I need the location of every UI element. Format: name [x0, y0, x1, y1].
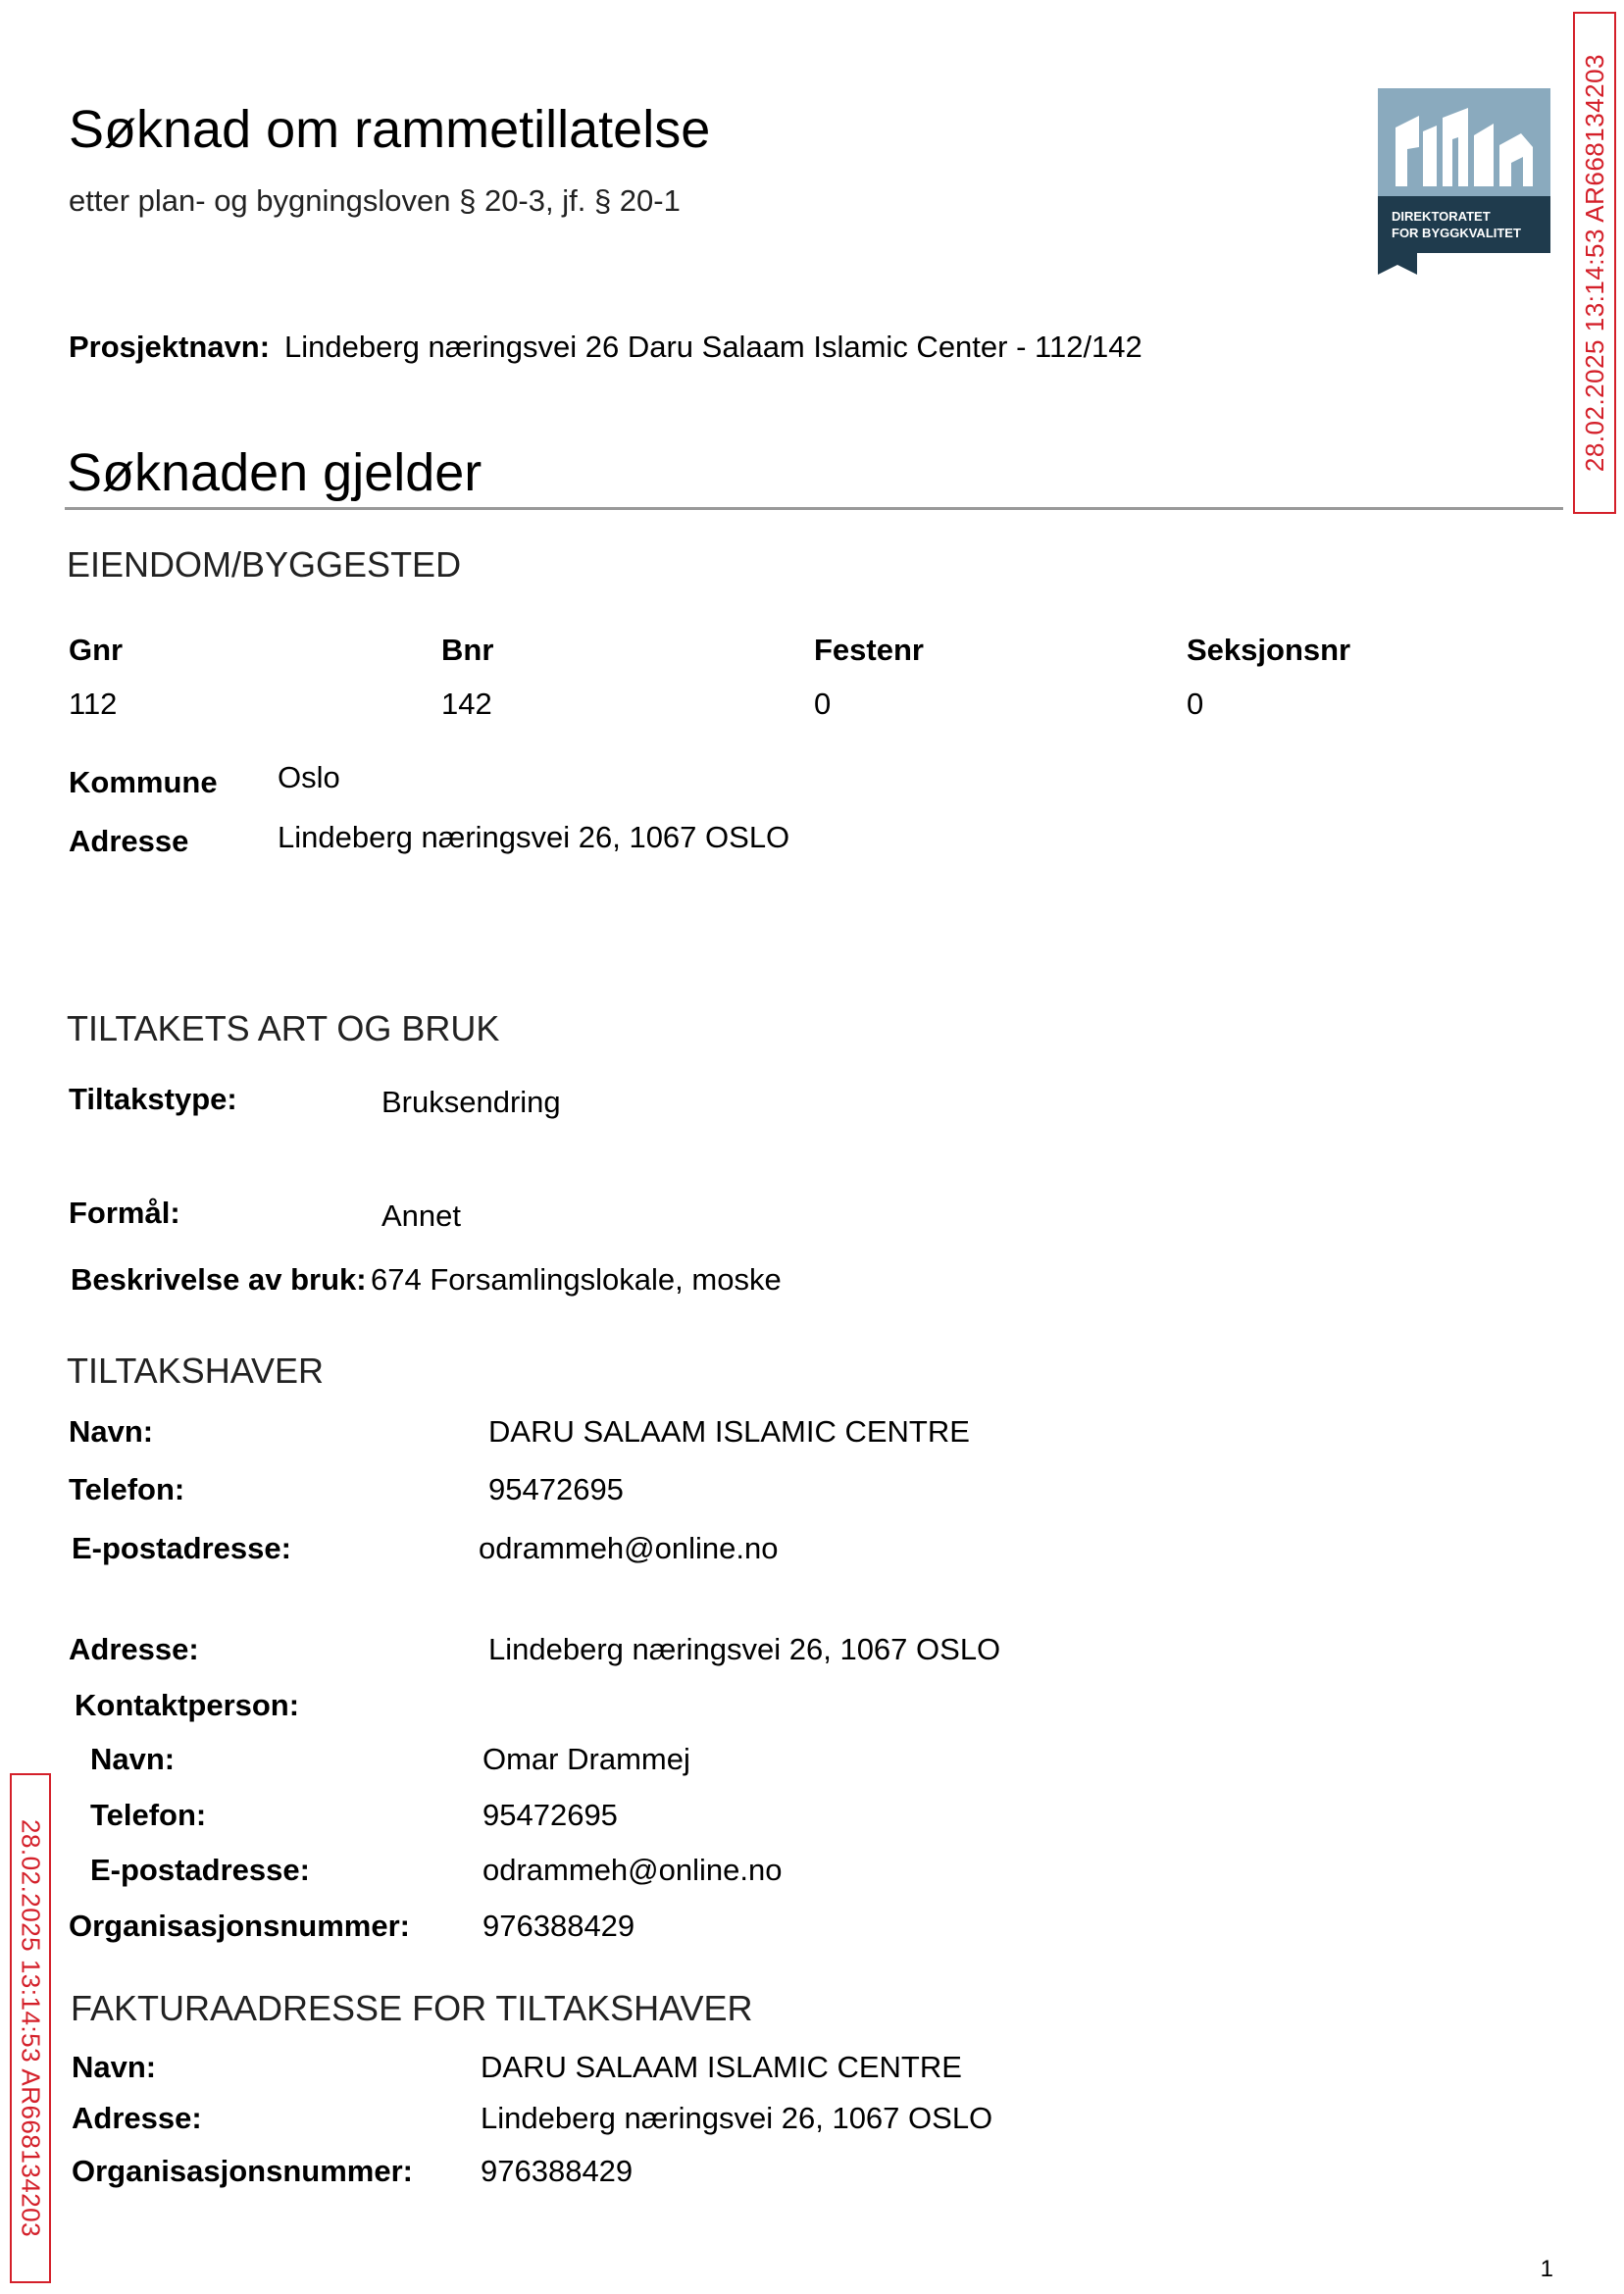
kontakt-telefon-label: Telefon: [90, 1798, 207, 1832]
adresse-value: Lindeberg næringsvei 26, 1067 OSLO [278, 820, 790, 854]
project-label: Prosjektnavn: [69, 330, 271, 364]
page-number: 1 [1540, 2256, 1553, 2282]
faktura-orgnr-value: 976388429 [481, 2154, 634, 2188]
document-title: Søknad om rammetillatelse [69, 100, 711, 159]
formal-value: Annet [381, 1198, 462, 1233]
faktura-orgnr-label: Organisasjonsnummer: [72, 2154, 413, 2188]
seksjonsnr-label: Seksjonsnr [1187, 633, 1351, 667]
heading-divider [65, 507, 1563, 510]
festenr-value: 0 [814, 687, 832, 721]
date-stamp-side [10, 1773, 51, 2283]
main-heading: Søknaden gjelder [67, 443, 482, 502]
tiltakshaver-adresse-label: Adresse: [69, 1632, 199, 1666]
tiltakstype-value: Bruksendring [381, 1085, 561, 1119]
tiltakshaver-heading: TILTAKSHAVER [67, 1351, 325, 1391]
tiltakshaver-orgnr-label: Organisasjonsnummer: [69, 1909, 410, 1943]
formal-label: Formål: [69, 1196, 180, 1230]
tiltakshaver-adresse-value: Lindeberg næringsvei 26, 1067 OSLO [488, 1632, 1001, 1666]
gnr-value: 112 [69, 687, 118, 721]
date-stamp-top-text: 28.02.2025 13:14:53 AR668134203 [1579, 53, 1609, 473]
tiltakshaver-navn-value: DARU SALAAM ISLAMIC CENTRE [488, 1414, 970, 1449]
gnr-label: Gnr [69, 633, 124, 667]
tiltakshaver-epost-value: odrammeh@online.no [479, 1531, 779, 1565]
bruk-value: 674 Forsamlingslokale, moske [371, 1262, 782, 1297]
kontakt-navn-value: Omar Drammej [482, 1742, 690, 1776]
seksjonsnr-value: 0 [1187, 687, 1204, 721]
date-stamp-side-text: 28.02.2025 13:14:53 AR668134203 [16, 1818, 46, 2238]
kontakt-epost-label: E-postadresse: [90, 1853, 310, 1887]
festenr-label: Festenr [814, 633, 924, 667]
kontakt-navn-label: Navn: [90, 1742, 176, 1776]
kontaktperson-label: Kontaktperson: [75, 1688, 300, 1722]
dibk-logo-graphic [1378, 88, 1550, 275]
faktura-adresse-label: Adresse: [72, 2101, 202, 2135]
tiltak-heading: TILTAKETS ART OG BRUK [67, 1008, 500, 1048]
bnr-value: 142 [441, 687, 492, 721]
bnr-label: Bnr [441, 633, 494, 667]
document-subtitle: etter plan- og bygningsloven § 20-3, jf. § 20-1 [69, 183, 681, 218]
faktura-heading: FAKTURAADRESSE FOR TILTAKSHAVER [71, 1988, 753, 2028]
tiltakstype-label: Tiltakstype: [69, 1082, 237, 1116]
adresse-label: Adresse [69, 824, 189, 858]
kommune-label: Kommune [69, 765, 218, 799]
tiltakshaver-epost-label: E-postadresse: [72, 1531, 291, 1565]
tiltakshaver-telefon-label: Telefon: [69, 1472, 185, 1506]
faktura-adresse-value: Lindeberg næringsvei 26, 1067 OSLO [481, 2101, 993, 2135]
dibk-logo [1378, 88, 1550, 275]
tiltakshaver-orgnr-value: 976388429 [482, 1909, 635, 1943]
project-value: Lindeberg næringsvei 26 Daru Salaam Islamic Center - 112/142 [284, 330, 1142, 364]
kontakt-telefon-value: 95472695 [482, 1798, 618, 1832]
eiendom-heading: EIENDOM/BYGGESTED [67, 544, 462, 585]
logo-line2: FOR BYGGKVALITET [1392, 226, 1521, 240]
kontakt-epost-value: odrammeh@online.no [482, 1853, 783, 1887]
date-stamp-top [1573, 12, 1616, 514]
faktura-navn-value: DARU SALAAM ISLAMIC CENTRE [481, 2050, 962, 2084]
tiltakshaver-navn-label: Navn: [69, 1414, 154, 1449]
logo-line1: DIREKTORATET [1392, 209, 1491, 224]
bruk-label: Beskrivelse av bruk: [71, 1262, 367, 1297]
kommune-value: Oslo [278, 760, 340, 794]
tiltakshaver-telefon-value: 95472695 [488, 1472, 624, 1506]
faktura-navn-label: Navn: [72, 2050, 157, 2084]
